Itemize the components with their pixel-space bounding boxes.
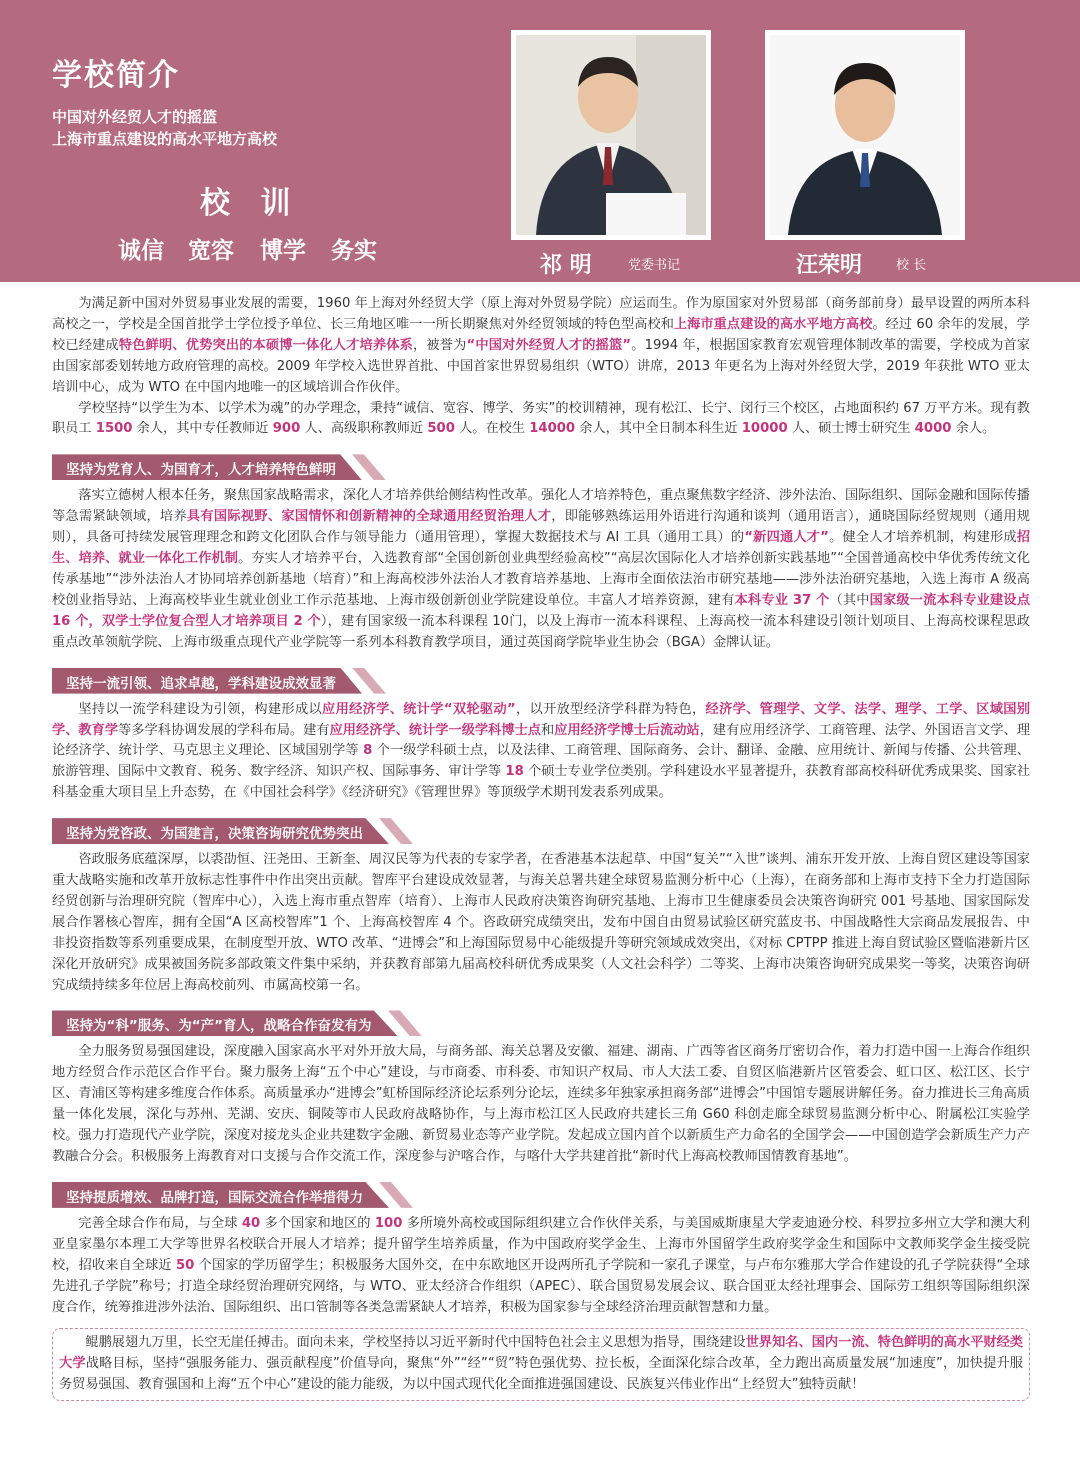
body-text: 等多学科协调发展的学科布局。建有 bbox=[118, 722, 330, 738]
body-text: 人、硕士博士研究生 bbox=[787, 421, 915, 437]
body-text: 完善全球合作布局，与全球 bbox=[78, 1215, 242, 1231]
highlight-text: 18 bbox=[505, 764, 524, 780]
body-text: 余人，其中全日制本科生近 bbox=[575, 421, 742, 437]
body-text: 全力服务贸易强国建设，深度融入国家高水平对外开放大局，与商务部、海关总署及安徽、福建、湖南、广西等省区商务厅密切合作，着力打造中国一上海合作组织地方经贸合作示范区合作平台。聚力服务上海“五个中心”建设，与市商委、市科委、市知识产权局、市人大法工委、自贸区临港新片区管委会、虹口区、松江区、长宁区、青浦区等构建多维度合作体系。高质量承办“进博会”虹桥国际经济论坛系列分论坛，连续多年独家承担商务部“进博会”中国馆专题展讲解任务。奋力推进长三角高质量一体化发展，深化与苏州、芜湖、安庆、铜陵等市人民政府战略协作，与上海市松江区人民政府共建长三角 G60 科创走廊全球贸易监测分析中心、附属松江实验学校。强力打造现代产业学院，深度对接龙头企业共建数字金融、新贸易业态等产业学院。发起成立国内首个以新质生产力命名的全国学会——中国创造学会新质生产力产教融合分会。积极服务上海教育对口支援与合作交流工作，深度参与沪喀合作，与喀什大学共建首批“新时代上海高校教师国情教育基地”。 bbox=[52, 1044, 1030, 1164]
motto-item: 宽容 bbox=[188, 238, 234, 264]
highlight-text: 4000 bbox=[914, 421, 952, 437]
body-text: 个国家的学历留学生；积极服务大国外交，在中东欧地区开设两所孔子学院和一家孔子课堂，与卢布尔雅那大学合作建设的孔子学院获得“全球先进孔子学院”称号；打造全球经贸治理研究网络，与 WTO、亚太经济合作组织（APEC）、联合国贸易发展会议、联合国亚太经社理事会、国际劳工组织等国际组织深度合作，统筹推进涉外法治、国际组织、出口管制等各类急需紧缺人才培养，积极为国家参与全球经济治理贡献智慧和力量。 bbox=[52, 1257, 1030, 1315]
motto-item: 诚信 bbox=[118, 238, 164, 264]
motto-item: 博学 bbox=[260, 238, 306, 264]
section-title: 坚持为党育人、为国育才，人才培养特色鲜明 bbox=[66, 462, 336, 479]
highlight-text: 500 bbox=[427, 421, 455, 437]
body-text: ，建有应用经济学、工商管理、法学、外国语言文学、理论经济学、统计学、马克思主义理论、区域国别学等 bbox=[52, 722, 1031, 759]
leader-role: 党委书记 bbox=[628, 258, 681, 273]
body-text: 鲲鹏展翅九万里，长空无崖任搏击。面向未来，学校坚持以习近平新时代中国特色社会主义思想为指导，围绕建设 bbox=[85, 1335, 746, 1351]
body-paragraph bbox=[52, 1042, 1030, 1167]
body-text: 人。在校生 bbox=[454, 421, 530, 437]
body-text: 。经过 60 余年的发展，学校已经建成 bbox=[52, 316, 1030, 353]
highlight-text: 应用经济学、统计学“双轮驱动” bbox=[322, 701, 516, 717]
section-title: 坚持为党咨政、为国建言，决策咨询研究优势突出 bbox=[66, 826, 363, 843]
page-title: 学校简介 bbox=[52, 58, 180, 93]
leader-role: 校 长 bbox=[896, 258, 927, 273]
highlight-text: 900 bbox=[272, 421, 301, 437]
highlight-text: 100 bbox=[374, 1215, 403, 1231]
subtitle-cradle: 中国对外经贸人才的摇篮 bbox=[52, 108, 218, 126]
photo-party-secretary bbox=[511, 30, 711, 240]
photo-president bbox=[765, 30, 965, 240]
highlight-text: 特色鲜明、优势突出的本硕博一体化人才培养体系 bbox=[118, 337, 413, 353]
highlight-text: 经济学、管理学、文学、法学、理学、工学、区域国别学、教育学 bbox=[52, 701, 1031, 738]
main-content bbox=[52, 294, 1030, 1401]
highlight-text: 应用经济学博士后流动站 bbox=[554, 722, 700, 738]
leader-name: 祁 明 bbox=[540, 253, 592, 278]
highlight-text: 本科专业 37 个 bbox=[734, 592, 830, 608]
body-text: 坚持以一流学科建设为引领，构建形成以 bbox=[78, 701, 323, 717]
motto-item: 务实 bbox=[331, 238, 377, 264]
portrait-image bbox=[770, 35, 960, 235]
body-text: 多所境外高校或国际组织建立合作伙伴关系，与美国威斯康星大学麦迪逊分校、科罗拉多州立大学和澳大利亚皇家墨尔本理工大学等世界名校联合开展人才培养；提升留学生培养质量，作为中国政府奖学金生、上海市外国留学生政府奖学金生和国际中文教师奖学金生接受院校，招收来自全球近 bbox=[52, 1215, 1030, 1273]
section-title: 坚持为“科”服务、为“产”育人，战略合作奋发有为 bbox=[66, 1018, 372, 1035]
body-text: ，以开放型经济学科群为特色， bbox=[515, 701, 706, 717]
body-paragraph bbox=[52, 700, 1030, 805]
motto-title: 校 训 bbox=[200, 186, 301, 221]
highlight-text: 8 bbox=[363, 743, 373, 759]
body-text: （其中 bbox=[829, 592, 870, 608]
body-text: 战略目标，坚持“强服务能力、强贡献程度”价值导向，聚焦“外”“经”“贸”特色强优势、拉长板，全面深化综合改革，全力跑出高质量发展“加速度”，加快提升服务贸易强国、教育强国和上海“五个中心”建设的能力能级，为以中国式现代化全面推进强国建设、民族复兴伟业作出“上经贸大”独特贡献！ bbox=[59, 1356, 1023, 1393]
body-paragraph bbox=[52, 1214, 1030, 1319]
highlight-text: 世界知名、国内一流、特色鲜明的高水平财经类大学 bbox=[59, 1335, 1023, 1372]
closing-box bbox=[52, 1328, 1030, 1401]
body-paragraph bbox=[52, 850, 1030, 996]
highlight-text: 国家级一流本科专业建设点 16 个，双学士学位复合型人才培养项目 2 个 bbox=[52, 592, 1031, 629]
section-header bbox=[52, 666, 1030, 694]
highlight-text: 50 bbox=[176, 1257, 195, 1273]
body-text: 人、高级职称教师近 bbox=[300, 421, 428, 437]
body-text: 咨政服务底蕴深厚，以裘劭恒、汪尧田、王新奎、周汉民等为代表的专家学者，在香港基本法起草、中国“复关”“入世”谈判、浦东开发开放、上海自贸区建设等国家重大战略实施和改革开放标志性事件中作出突出贡献。智库平台建设成效显著，与海关总署共建全球贸易监测分析中心（上海），在商务部和上海市支持下全力打造国际经贸创新与治理研究院（智库中心），入选上海市重点智库（培育）、上海市人民政府决策咨询研究基地、上海市卫生健康委员会决策咨询研究 001 号基地、国家国际发展合作署核心智库，拥有全国“A 区高校智库”1 个、上海高校智库 4 个。咨政研究成绩突出，发布中国自由贸易试验区研究蓝皮书、中国战略性大宗商品发展报告、中非投资指数等系列重要成果，在制度型开放、WTO 改革、“进博会”和上海国际贸易中心能级提升等研究领域成效突出，《对标 CPTPP 推进上海自贸试验区暨临港新片区深化开放研究》成果被国务院多部政策文件集中采纳，并获教育部第九届高校科研优秀成果奖（人文社会科学）二等奖、上海市决策咨询研究成果奖一等奖，决策咨询研究成绩持续多年位居上海高校前列、市属高校第一名。 bbox=[52, 852, 1030, 993]
highlight-text: 招生、培养、就业一体化工作机制 bbox=[52, 530, 1030, 567]
body-text: 。1994 年，根据国家教育宏观管理体制改革的需要，学校成为首家由国家部委划转地方政府管理的高校。2009 年学校入选世界首批、中国首家世界贸易组织（WTO）讲席，2013 年更名为上海对外经贸大学，2019 年获批 WTO 亚太培训中心，成为 WTO 在中国内地唯一的区域培训合作伙伴。 bbox=[52, 337, 1030, 395]
body-text: 多个国家和地区的 bbox=[260, 1215, 375, 1231]
highlight-text: 10000 bbox=[741, 421, 788, 437]
highlight-text: 40 bbox=[241, 1215, 261, 1231]
body-text: 。夯实人才培养平台，入选教育部“全国创新创业典型经验高校”“高层次国际化人才培养创新实践基地”“全国普通高校中华优秀传统文化传承基地”“涉外法治人才协同培养创新基地（培育）”和上海高校涉外法治人才教育培养基地、上海市全面依法治市研究基地——涉外法治研究基地，入选上海市 A 级高校创业指导站、上海高校毕业生就业创业工作示范基地、上海市级创新创业学院建设单位。丰富人才培养资源，建有 bbox=[52, 551, 1031, 608]
section-header bbox=[52, 1008, 1030, 1036]
highlight-text: 应用经济学、统计学一级学科博士点 bbox=[329, 722, 542, 738]
leader-name: 汪荣明 bbox=[796, 253, 863, 278]
body-text: 余人，其中专任教师近 bbox=[132, 421, 273, 437]
body-paragraph bbox=[59, 1333, 1023, 1396]
body-text: 个一级学科硕士点，以及法律、工商管理、国际商务、会计、翻译、金融、应用统计、新闻与传播、公共管理、旅游管理、国际中文教育、税务、数字经济、知识产权、国际事务、审计学等 bbox=[52, 743, 1030, 780]
body-text: 。健全人才培养机制，构建形成 bbox=[828, 530, 1017, 546]
body-paragraph bbox=[52, 399, 1030, 441]
body-text: ），建有国家级一流本科课程 10门，以及上海市一流本科课程、上海高校一流本科建设引领计划项目、上海高校课程思政重点改革领航学院、上海市级重点现代产业学院等一系列本科教育教学项目，通过英国商学院毕业生协会（BGA）金牌认证。 bbox=[52, 613, 1030, 650]
highlight-text: “新四通人才” bbox=[744, 530, 829, 546]
highlight-text: 具有国际视野、家国情怀和创新精神的全球通用经贸治理人才 bbox=[186, 509, 552, 525]
section-header bbox=[52, 452, 1030, 480]
body-text: ，被誉为 bbox=[413, 337, 467, 353]
body-text: 为满足新中国对外贸易事业发展的需要，1960 年上海对外经贸大学（原上海对外贸易学院）应运而生。作为原国家对外贸易部（商务部前身）最早设置的两所本科高校之一，学校是全国首批学士学位授予单位、长三角地区唯一一所长期聚焦对外经贸领域的特色型高校和 bbox=[52, 296, 1030, 332]
body-text: ，即能够熟练运用外语进行沟通和谈判（通用语言），通晓国际经贸规则（通用规则），具备可持续发展管理理念和跨文化团队合作与领导能力（通用管理），掌握大数据技术与 AI 工具（通用工具）的 bbox=[52, 509, 1030, 546]
section-title: 坚持一流引领、追求卓越，学科建设成效显著 bbox=[66, 675, 336, 692]
body-text: 个硕士专业学位类别。学科建设水平显著提升，获教育部高校科研优秀成果奖、国家社科基金重大项目呈上升态势，在《中国社会科学》《经济研究》《管理世界》等顶级学术期刊发表系列成果。 bbox=[52, 764, 1030, 801]
portrait-image bbox=[516, 35, 706, 235]
subtitle-university: 上海市重点建设的高水平地方高校 bbox=[52, 130, 278, 148]
section-header bbox=[52, 1180, 1030, 1208]
highlight-text: 1500 bbox=[95, 421, 133, 437]
highlight-text: 14000 bbox=[529, 421, 576, 437]
body-text: 落实立德树人根本任务，聚焦国家战略需求，深化人才培养供给侧结构性改革。强化人才培养特色，重点聚焦数字经济、涉外法治、国际组织、国际金融和国际传播等急需紧缺领域，培养 bbox=[52, 488, 1030, 525]
body-paragraph bbox=[52, 294, 1030, 399]
section-title: 坚持提质增效、品牌打造，国际交流合作举措得力 bbox=[66, 1189, 363, 1206]
body-text: 余人。 bbox=[951, 421, 996, 437]
body-text: 和 bbox=[541, 722, 555, 738]
body-text: 学校坚持“以学生为本、以学术为魂”的办学理念，秉持“诚信、宽容、博学、务实”的校训精神，现有松江、长宁、闵行三个校区，占地面积约 67 万平方米。现有教职员工 bbox=[52, 400, 1030, 437]
header-banner bbox=[0, 0, 1080, 282]
section-header bbox=[52, 816, 1030, 844]
highlight-text: “中国对外经贸人才的摇篮” bbox=[466, 337, 632, 353]
body-paragraph bbox=[52, 486, 1030, 653]
highlight-text: 上海市重点建设的高水平地方高校 bbox=[673, 316, 873, 332]
